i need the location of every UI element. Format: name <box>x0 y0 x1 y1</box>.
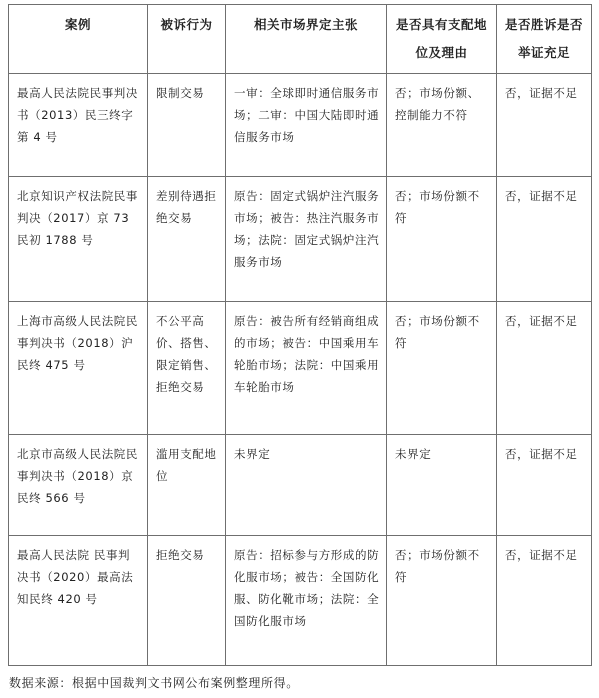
cell-outcome: 否，证据不足 <box>497 74 592 177</box>
cell-dominance: 否；市场份额、控制能力不符 <box>387 74 497 177</box>
cell-outcome: 否，证据不足 <box>497 177 592 302</box>
cell-market: 原告：固定式锅炉注汽服务市场；被告：热注汽服务市场；法院：固定式锅炉注汽服务市场 <box>226 177 387 302</box>
cell-dominance: 否；市场份额不符 <box>387 177 497 302</box>
header-outcome: 是否胜诉是否举证充足 <box>497 5 592 74</box>
header-dominance: 是否具有支配地位及理由 <box>387 5 497 74</box>
cell-behavior: 滥用支配地位 <box>148 435 226 536</box>
cell-market: 原告：被告所有经销商组成的市场；被告：中国乘用车轮胎市场；法院：中国乘用车轮胎市场 <box>226 302 387 435</box>
cell-dominance: 未界定 <box>387 435 497 536</box>
cell-case: 上海市高级人民法院民事判决书（2018）沪民终 475 号 <box>9 302 148 435</box>
cell-case: 最高人民法院民事判决书（2013）民三终字第 4 号 <box>9 74 148 177</box>
cell-outcome: 否，证据不足 <box>497 435 592 536</box>
header-market: 相关市场界定主张 <box>226 5 387 74</box>
cell-behavior: 不公平高价、搭售、限定销售、拒绝交易 <box>148 302 226 435</box>
cell-dominance: 否；市场份额不符 <box>387 536 497 666</box>
cell-behavior: 差别待遇拒绝交易 <box>148 177 226 302</box>
table-row <box>9 302 592 435</box>
cell-case: 北京知识产权法院民事判决（2017）京 73 民初 1788 号 <box>9 177 148 302</box>
table-row <box>9 536 592 666</box>
header-behavior: 被诉行为 <box>148 5 226 74</box>
table-row <box>9 177 592 302</box>
table-row <box>9 74 592 177</box>
cell-case: 最高人民法院 民事判决书（2020）最高法知民终 420 号 <box>9 536 148 666</box>
cell-behavior: 拒绝交易 <box>148 536 226 666</box>
cell-market: 原告：招标参与方形成的防化服市场；被告：全国防化服、防化靴市场；法院：全国防化服市场 <box>226 536 387 666</box>
cell-market: 一审：全球即时通信服务市场；二审：中国大陆即时通信服务市场 <box>226 74 387 177</box>
cell-behavior: 限制交易 <box>148 74 226 177</box>
table-row <box>9 435 592 536</box>
header-case: 案例 <box>9 5 148 74</box>
case-table <box>8 4 592 666</box>
cell-dominance: 否；市场份额不符 <box>387 302 497 435</box>
cell-market: 未界定 <box>226 435 387 536</box>
data-source-note: 数据来源：根据中国裁判文书网公布案例整理所得。 <box>9 676 299 690</box>
cell-case: 北京市高级人民法院民事判决书（2018）京民终 566 号 <box>9 435 148 536</box>
table-header-row <box>9 5 592 74</box>
cell-outcome: 否，证据不足 <box>497 302 592 435</box>
cell-outcome: 否，证据不足 <box>497 536 592 666</box>
